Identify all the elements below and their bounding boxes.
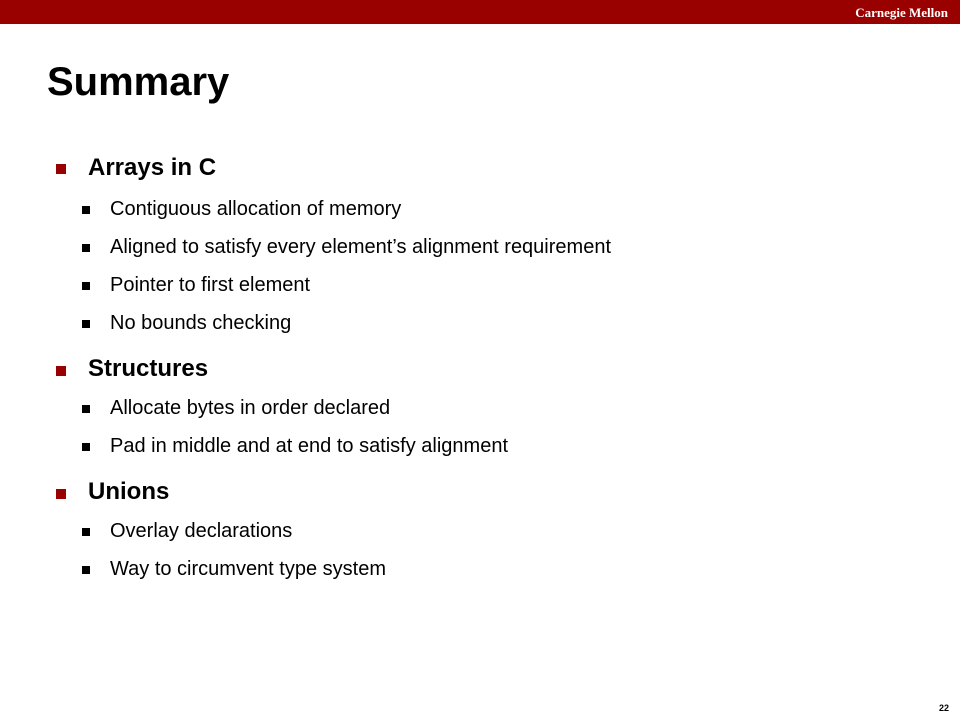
square-bullet-icon xyxy=(82,566,90,574)
square-bullet-icon xyxy=(82,443,90,451)
square-bullet-icon xyxy=(82,528,90,536)
list-item: No bounds checking xyxy=(110,312,292,334)
list-item: Pointer to first element xyxy=(110,274,311,296)
square-bullet-icon xyxy=(82,320,90,328)
page-number: 22 xyxy=(938,703,949,713)
list-item: Allocate bytes in order declared xyxy=(110,397,391,419)
square-bullet-icon xyxy=(56,366,66,376)
slide-title: Summary xyxy=(47,60,230,104)
square-bullet-icon xyxy=(82,282,90,290)
list-item: Pad in middle and at end to satisfy alignment xyxy=(110,435,509,457)
list-item: Overlay declarations xyxy=(110,520,293,542)
square-bullet-icon xyxy=(82,405,90,413)
section-heading: Arrays in C xyxy=(88,154,217,181)
square-bullet-icon xyxy=(82,206,90,214)
square-bullet-icon xyxy=(56,164,66,174)
list-item: Contiguous allocation of memory xyxy=(110,198,402,220)
brand-label: Carnegie Mellon xyxy=(855,5,948,20)
section-heading: Unions xyxy=(88,478,170,505)
header-bar xyxy=(0,0,960,24)
square-bullet-icon xyxy=(56,489,66,499)
square-bullet-icon xyxy=(82,244,90,252)
list-item: Aligned to satisfy every element’s alignment requirement xyxy=(110,236,611,258)
list-item: Way to circumvent type system xyxy=(110,558,386,580)
section-heading: Structures xyxy=(88,355,209,382)
